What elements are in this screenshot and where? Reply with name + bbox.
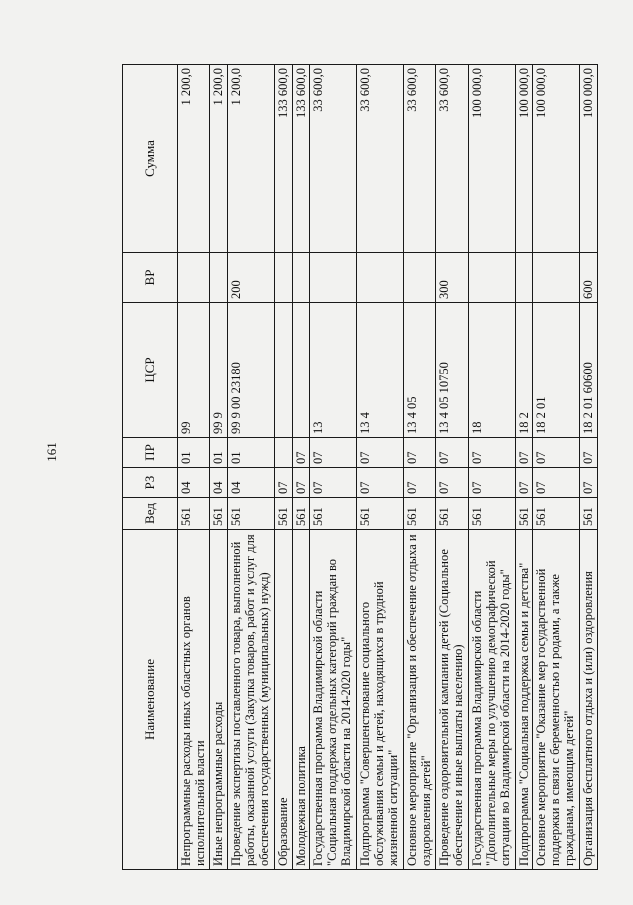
cell-vr [178,253,210,303]
cell-csr [274,303,292,438]
cell-csr [292,303,310,438]
cell-rz: 07 [533,468,580,498]
cell-sum: 1 200,0 [210,65,228,253]
table-header-row [123,65,178,870]
cell-rz: 04 [210,468,228,498]
cell-csr: 18 2 [515,303,533,438]
cell-rz: 07 [292,468,310,498]
table-row [533,65,580,870]
cell-name: Подпрограмма "Социальная поддержка семьи и детства" [515,530,533,870]
table-row [310,65,357,870]
cell-ved: 561 [210,498,228,530]
cell-sum: 33 600,0 [357,65,404,253]
cell-name: Государственная программа Владимирской области "Социальная поддержка отдельных категорий граждан во Владимирской области на 2014-2020 годы" [310,530,357,870]
cell-rz: 07 [404,468,436,498]
cell-ved: 561 [515,498,533,530]
header-ved: Вед [123,498,178,530]
table-row [580,65,598,870]
cell-name: Непрограммные расходы иных областных органов исполнительной власти [178,530,210,870]
cell-pr: 07 [404,438,436,468]
cell-vr [515,253,533,303]
cell-sum: 100 000,0 [580,65,598,253]
cell-pr: 07 [310,438,357,468]
cell-rz: 07 [310,468,357,498]
cell-ved: 561 [357,498,404,530]
cell-rz: 07 [515,468,533,498]
cell-vr: 200 [228,253,275,303]
cell-ved: 561 [292,498,310,530]
budget-table [122,64,598,870]
cell-name: Проведение экспертизы поставленного товара, выполненной работы, оказанной услуги (Закупка товаров, работ и услуг для обеспечения государственных (муниципальных) нужд) [228,530,275,870]
cell-sum: 33 600,0 [404,65,436,253]
table-row [210,65,228,870]
cell-name: Образование [274,530,292,870]
header-csr: ЦСР [123,303,178,438]
cell-ved: 561 [228,498,275,530]
cell-pr: 07 [292,438,310,468]
cell-csr: 18 [468,303,515,438]
cell-vr: 300 [436,253,468,303]
cell-sum: 1 200,0 [178,65,210,253]
cell-name: Подпрограмма "Совершенствование социального обслуживания семьи и детей, находящихся в трудной жизненной ситуации" [357,530,404,870]
cell-sum: 100 000,0 [515,65,533,253]
cell-csr: 99 [178,303,210,438]
cell-name: Государственная программа Владимирской области "Дополнительные меры по улучшению демографической ситуации во Владимирской области на 2014-2020 годы" [468,530,515,870]
cell-sum: 1 200,0 [228,65,275,253]
cell-name: Организация бесплатного отдыха и (или) оздоровления [580,530,598,870]
cell-csr: 13 4 [357,303,404,438]
table-row [515,65,533,870]
cell-pr: 07 [436,438,468,468]
header-name: Наименование [123,530,178,870]
cell-pr: 07 [357,438,404,468]
table-row [292,65,310,870]
cell-sum: 100 000,0 [533,65,580,253]
cell-csr: 13 4 05 10750 [436,303,468,438]
table-row [274,65,292,870]
header-pr: ПР [123,438,178,468]
cell-vr [357,253,404,303]
cell-ved: 561 [310,498,357,530]
cell-rz: 07 [580,468,598,498]
page-number: 161 [44,442,59,462]
cell-name: Основное мероприятие "Оказание мер государственной поддержки в связи с беременностью и родами, а также гражданам, имеющим детей" [533,530,580,870]
cell-ved: 561 [404,498,436,530]
cell-vr: 600 [580,253,598,303]
cell-csr: 13 4 05 [404,303,436,438]
cell-rz: 04 [228,468,275,498]
cell-vr [404,253,436,303]
cell-csr: 18 2 01 [533,303,580,438]
table-row [468,65,515,870]
cell-ved: 561 [580,498,598,530]
cell-sum: 133 600,0 [292,65,310,253]
cell-pr: 01 [178,438,210,468]
cell-sum: 133 600,0 [274,65,292,253]
cell-vr [533,253,580,303]
cell-pr [274,438,292,468]
cell-vr [292,253,310,303]
cell-vr [310,253,357,303]
cell-rz: 07 [357,468,404,498]
cell-ved: 561 [436,498,468,530]
table-row [228,65,275,870]
cell-csr: 18 2 01 60600 [580,303,598,438]
cell-rz: 07 [468,468,515,498]
cell-rz: 07 [274,468,292,498]
rotated-page-content [122,65,598,870]
header-sum: Сумма [123,65,178,253]
table-row [357,65,404,870]
cell-vr [468,253,515,303]
cell-ved: 561 [178,498,210,530]
cell-pr: 01 [210,438,228,468]
cell-name: Проведение оздоровительной кампании детей (Социальное обеспечение и иные выплаты населению) [436,530,468,870]
cell-sum: 33 600,0 [436,65,468,253]
cell-pr: 07 [468,438,515,468]
header-vr: ВР [123,253,178,303]
cell-pr: 07 [533,438,580,468]
cell-pr: 01 [228,438,275,468]
cell-pr: 07 [580,438,598,468]
cell-csr: 99 9 [210,303,228,438]
cell-sum: 33 600,0 [310,65,357,253]
cell-name: Молодежная политика [292,530,310,870]
cell-sum: 100 000,0 [468,65,515,253]
header-rz: РЗ [123,468,178,498]
cell-name: Основное мероприятие "Организация и обеспечение отдыха и оздоровления детей" [404,530,436,870]
cell-vr [210,253,228,303]
cell-csr: 99 9 00 23180 [228,303,275,438]
cell-ved: 561 [533,498,580,530]
cell-ved: 561 [468,498,515,530]
cell-rz: 07 [436,468,468,498]
table-row [178,65,210,870]
cell-name: Иные непрограммные расходы [210,530,228,870]
table-row [404,65,436,870]
cell-csr: 13 [310,303,357,438]
cell-rz: 04 [178,468,210,498]
table-row [436,65,468,870]
cell-pr: 07 [515,438,533,468]
cell-ved: 561 [274,498,292,530]
cell-vr [274,253,292,303]
